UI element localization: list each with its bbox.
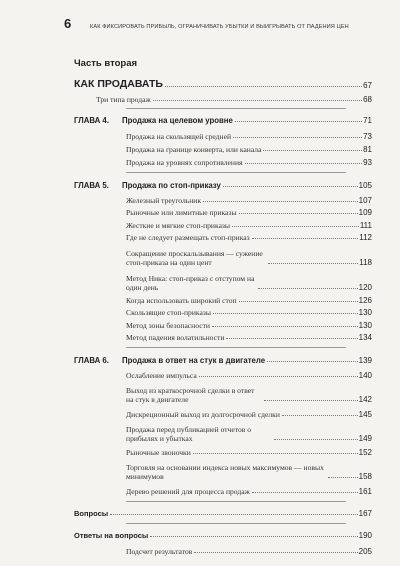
page-ref: 140 [358,370,372,380]
toc-entry [74,423,372,443]
divider [126,347,346,348]
dot-leader [245,163,363,164]
table-of-contents [74,76,372,556]
toc-chapter [74,352,372,365]
page-ref: 73 [363,132,372,141]
dot-leader [153,100,362,101]
toc-entry [74,406,372,419]
chapter-title: Продажа в ответ на стук в двигателе [122,356,266,365]
entry-title: Дискреционный выход из долгосрочной сделки [126,409,280,419]
dot-leader [199,376,358,377]
page-ref: 111 [359,220,372,230]
page-ref: 167 [358,508,372,518]
dot-leader [252,492,358,493]
toc-entry [74,92,372,104]
toc-entry [74,367,372,380]
entry-title: Когда использовать широкий стоп [126,295,237,305]
chapter-number: ГЛАВА 6. [74,356,109,365]
toc-entry [74,141,372,154]
entry-title: Продажа на границе конверта, или канала [126,145,262,154]
page-ref: 130 [358,308,372,317]
dot-leader [258,288,358,289]
toc-entry [74,154,372,167]
page-ref: 126 [358,295,372,305]
dot-leader [239,213,358,214]
entry-title: Дерево решений для процесса продаж [126,486,250,496]
dot-leader [239,301,358,302]
entry-title: Продажа перед публикацией отчетов о прибылях и убытках [126,424,252,443]
page-ref: 112 [359,233,372,242]
toc-entry-answers [74,528,372,540]
entry-title: Рыночные или лимитные приказы [126,208,237,217]
page-ref: 68 [363,95,372,104]
page-ref: 107 [358,195,372,205]
page-ref: 139 [358,356,372,365]
toc-entry [74,305,372,318]
entry-title: Железный треугольник [126,195,202,205]
dot-leader [233,137,362,138]
dot-leader [213,313,358,314]
page-ref: 149 [358,433,372,443]
page-ref: 142 [358,394,372,404]
page-ref: 152 [358,447,372,457]
entry-title: Подсчет результатов [126,546,193,556]
toc-entry [74,330,372,343]
entry-title: Метод зоны безопасности [126,320,210,330]
page-ref: 158 [358,471,372,481]
running-header [64,16,380,31]
toc-entry [74,483,372,496]
toc-entry [74,543,372,556]
page-ref: 130 [358,320,372,330]
toc-entry [74,205,372,218]
entry-title: Скользящие стоп-приказы [126,308,211,317]
entry-title: Метод падения волатильности [126,333,225,342]
dot-leader [267,361,358,362]
entry-title: Торговля на основании индекса новых максимумов — новых минимумов [126,462,324,481]
entry-title: Три типа продаж [96,95,151,104]
part-label: Часть вторая [74,58,138,69]
chapter-title: Продажа на целевом уровне [122,116,233,125]
dot-leader [223,186,358,187]
page-number: 6 [64,16,72,31]
entry-title: Вопросы [74,508,109,518]
toc-part-title [74,76,372,90]
toc-entry [74,271,372,292]
toc-chapter [74,177,372,190]
toc-entry [74,128,372,141]
entry-title: Продажа на скользящей средней [126,132,232,141]
chapter-title: Продажа по стоп-приказу [122,181,221,190]
page-ref: 71 [363,116,372,125]
dot-leader [282,415,358,416]
toc-entry [74,384,372,404]
page-ref: 190 [358,530,372,540]
page-ref: 145 [358,409,372,419]
page-ref: 205 [358,546,372,556]
running-title: КАК ФИКСИРОВАТЬ ПРИБЫЛЬ, ОГРАНИЧИВАТЬ УБЫТКИ И ВЫИГРЫВАТЬ ОТ ПАДЕНИЯ ЦЕН [90,24,349,30]
dot-leader [110,514,357,515]
toc-entry [74,292,372,305]
dot-leader [226,338,357,339]
divider [126,108,346,109]
page-ref: 93 [363,158,372,167]
dot-leader [212,326,358,327]
dot-leader [194,552,357,553]
toc-chapter [74,112,372,125]
entry-title: Ответы на вопросы [74,530,149,540]
page-ref: 118 [359,258,372,267]
dot-leader [268,263,358,264]
entry-title: Жесткие и мягкие стоп-приказы [126,220,231,230]
page-ref: 81 [363,145,372,154]
toc-entry [74,246,372,267]
entry-title: Рыночные звоночки [126,447,191,457]
page-ref: 161 [358,486,372,496]
dot-leader [150,536,357,537]
chapter-number: ГЛАВА 5. [74,181,109,190]
divider [126,172,346,173]
entry-title: Выход из краткосрочной сделки в ответ на стук в двигателе [126,385,255,404]
page-ref: 120 [358,283,372,292]
toc-entry-questions [74,506,372,518]
entry-title: Метод Ника: стоп-приказ с отступом на один день [126,274,255,292]
dot-leader [193,453,358,454]
entry-title: Ослабление импульса [126,370,197,380]
page-ref: 134 [358,333,372,342]
toc-entry [74,230,372,243]
toc-entry [74,192,372,205]
entry-title: Продажа на уровнях сопротивления [126,158,243,167]
toc-entry [74,461,372,481]
chapter-number: ГЛАВА 4. [74,116,109,125]
toc-entry [74,444,372,457]
part-title: КАК ПРОДАВАТЬ [74,78,163,90]
dot-leader [165,86,362,87]
dot-leader [235,121,362,122]
divider [126,523,346,524]
dot-leader [252,238,359,239]
dot-leader [203,201,358,202]
dot-leader [263,150,362,151]
page-ref: 109 [358,208,372,217]
toc-entry [74,217,372,230]
divider [126,501,346,502]
entry-title: Сокращение проскальзывания — сужение стоп-приказа на один цент [126,249,263,267]
entry-title: Где не следует размещать стоп-приказ [126,233,250,242]
dot-leader [328,477,358,478]
page-ref: 67 [363,81,372,90]
dot-leader [264,400,358,401]
dot-leader [232,226,359,227]
dot-leader [274,439,358,440]
toc-entry [74,317,372,330]
page-ref: 105 [358,181,372,190]
